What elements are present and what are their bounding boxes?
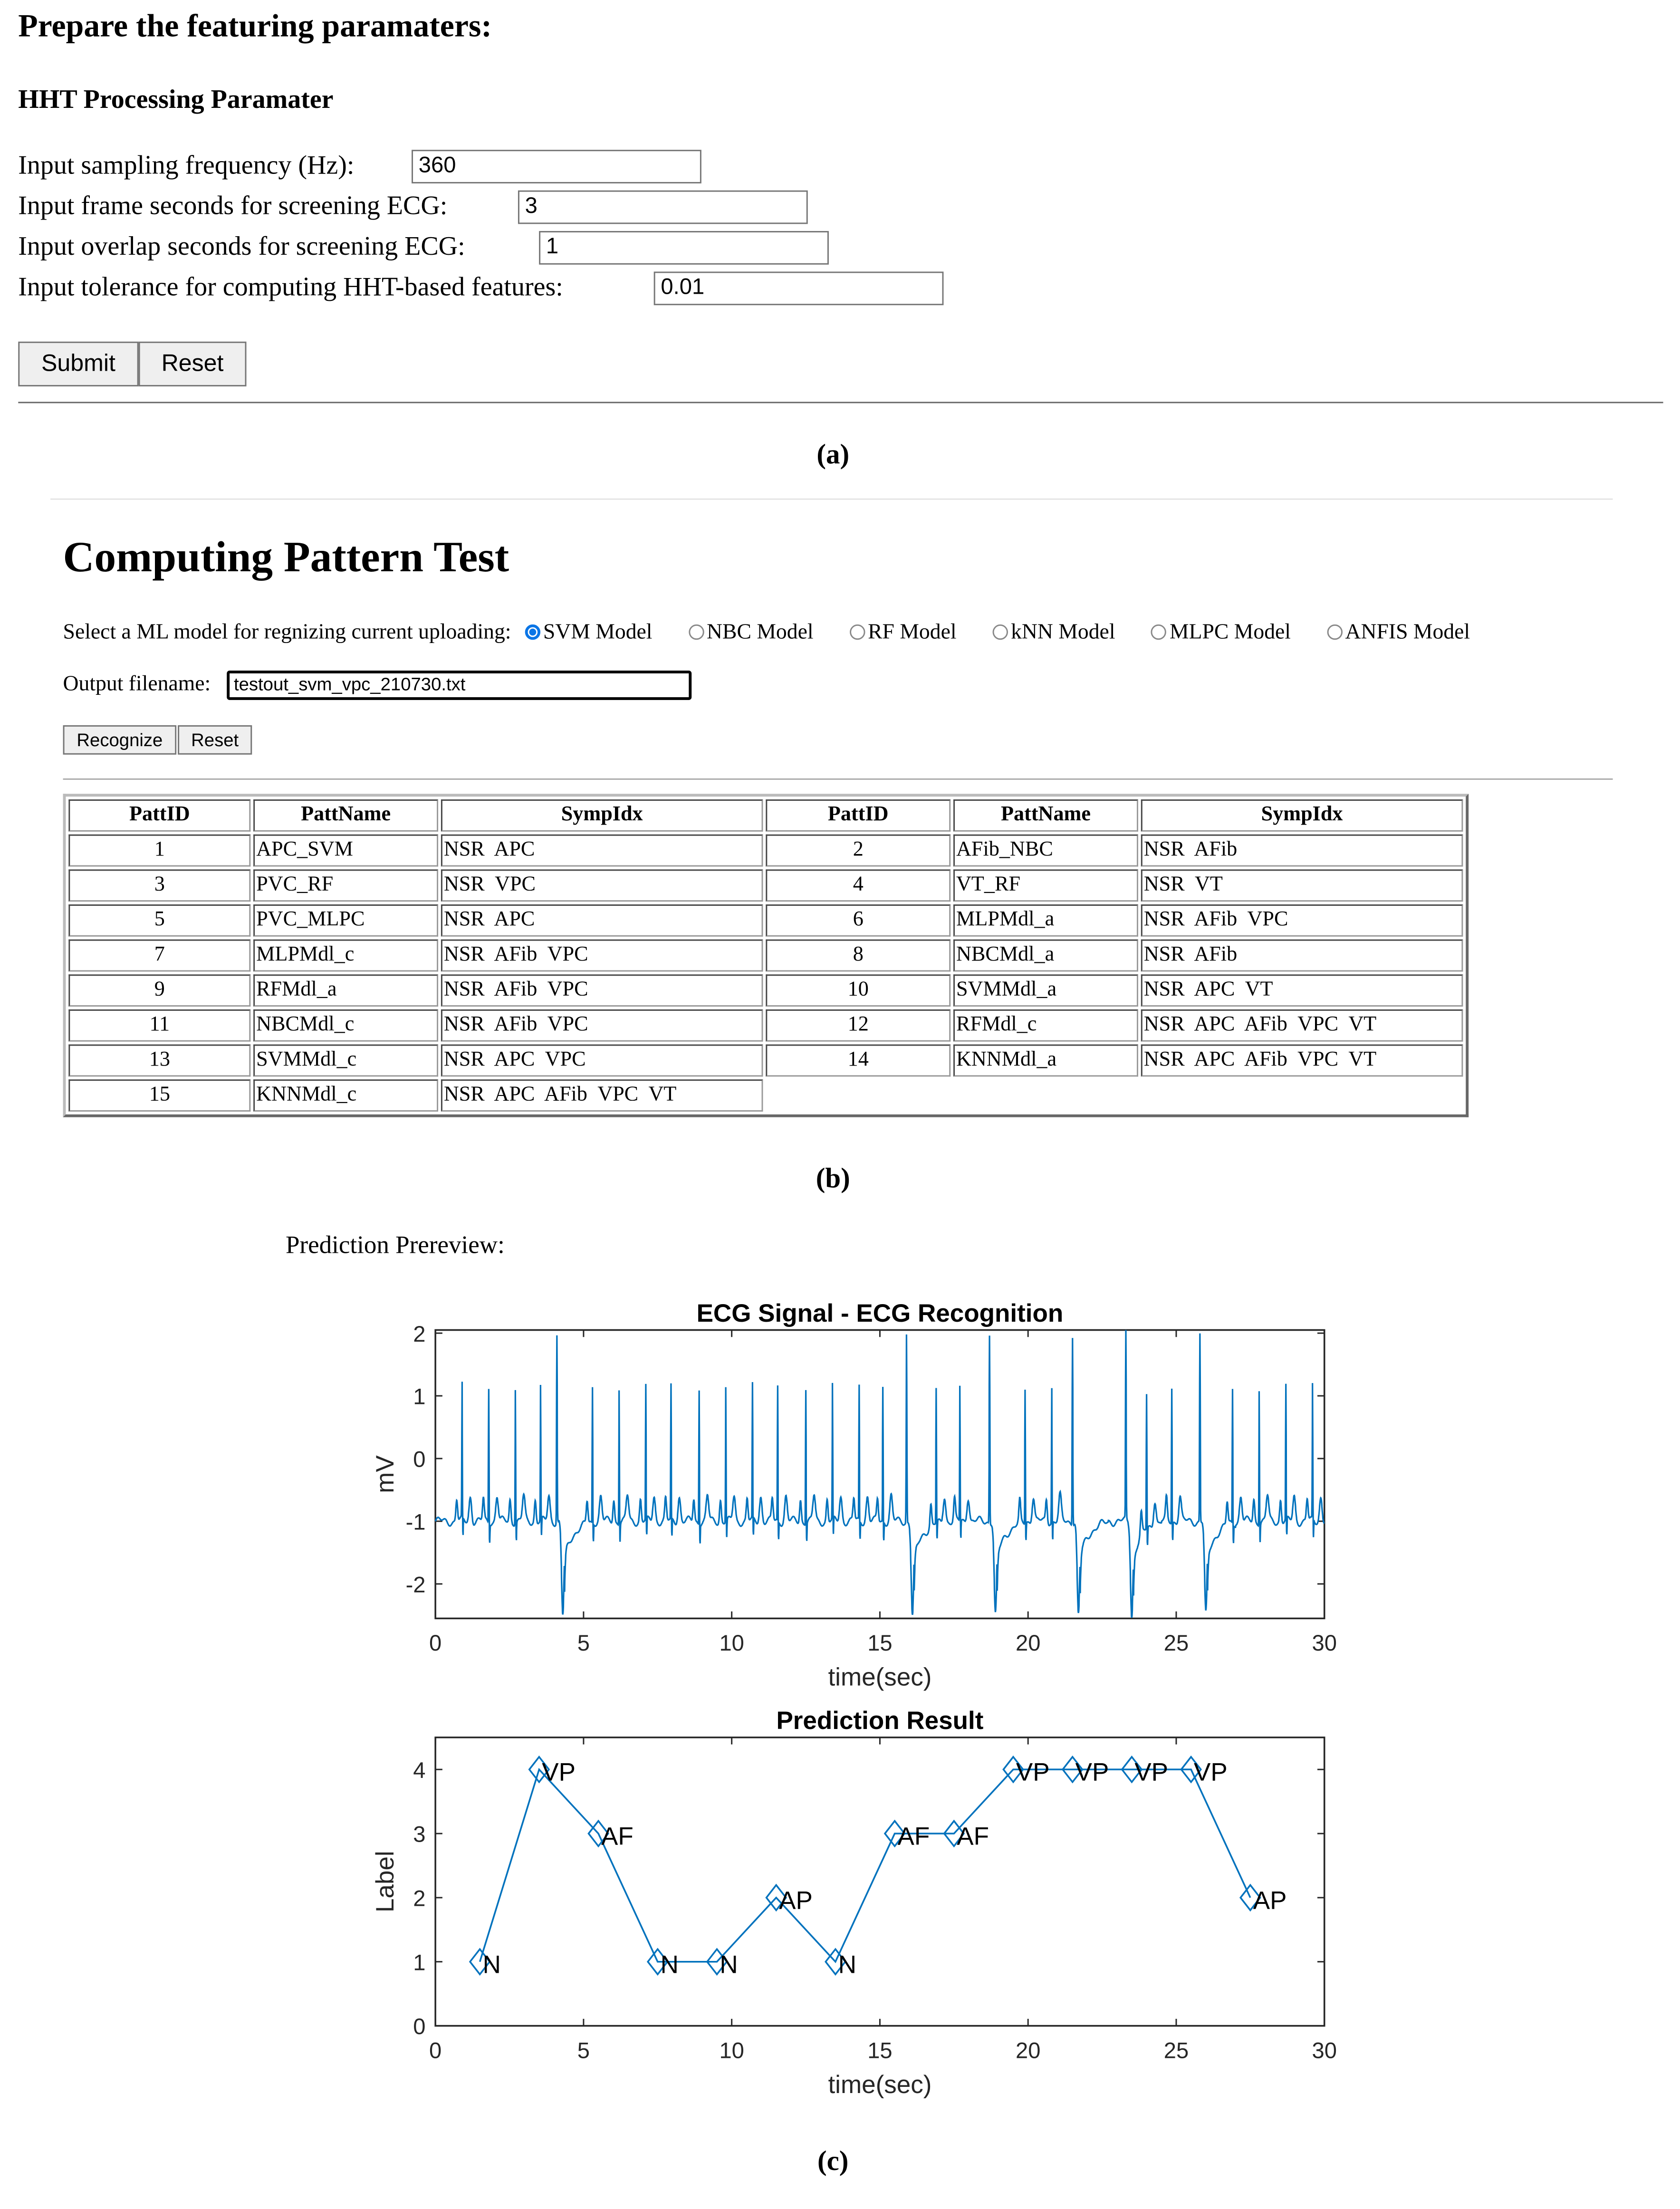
- x-tick-label: 10: [719, 2037, 744, 2063]
- y-tick-label: 3: [413, 1821, 426, 1847]
- overlap-seconds-label: Input overlap seconds for screening ECG:: [18, 232, 465, 262]
- cell-pattid: 12: [766, 1009, 950, 1042]
- data-label: VP: [542, 1758, 576, 1786]
- y-tick-label: 1: [413, 1383, 426, 1409]
- data-label: AF: [957, 1822, 989, 1851]
- cell-pattname: RFMdl_a: [253, 974, 438, 1007]
- data-label: N: [660, 1950, 679, 1979]
- cell-pattname: NBCMdl_c: [253, 1009, 438, 1042]
- cell-pattid: 4: [766, 869, 950, 902]
- sampling-frequency-input[interactable]: 360: [412, 150, 701, 183]
- cell-pattid: 1: [68, 835, 250, 867]
- output-filename-label: Output filename:: [63, 672, 211, 696]
- header-pattid: PattID: [766, 799, 950, 832]
- cell-pattname: APC_SVM: [253, 835, 438, 867]
- tolerance-label: Input tolerance for computing HHT-based features:: [18, 273, 563, 303]
- x-tick-label: 30: [1312, 1630, 1337, 1656]
- x-axis-label: time(sec): [828, 1663, 932, 1691]
- cell-pattid: 13: [68, 1045, 250, 1077]
- cell-sympidx: NSR APC AFib VPC VT: [1141, 1009, 1463, 1042]
- cell-pattname: RFMdl_c: [953, 1009, 1138, 1042]
- cell-pattid: 11: [68, 1009, 250, 1042]
- hht-subheading: HHT Processing Paramater: [18, 85, 334, 115]
- cell-sympidx: NSR AFib: [1141, 940, 1463, 972]
- chart-title: Prediction Result: [776, 1707, 984, 1735]
- output-filename-input[interactable]: testout_svm_vpc_210730.txt: [227, 671, 691, 700]
- cell-pattid: 15: [68, 1079, 250, 1112]
- cell-sympidx: NSR VT: [1141, 869, 1463, 902]
- data-label: VP: [1016, 1758, 1050, 1786]
- cell-pattname: VT_RF: [953, 869, 1138, 902]
- x-tick-label: 15: [867, 1630, 893, 1656]
- x-tick-label: 5: [577, 2037, 590, 2063]
- cell-pattid: 9: [68, 974, 250, 1007]
- section-heading: Prepare the featuring paramaters:: [18, 8, 492, 44]
- cell-sympidx: NSR AFib: [1141, 835, 1463, 867]
- x-tick-label: 0: [429, 1630, 442, 1656]
- cell-pattname: MLPMdl_c: [253, 940, 438, 972]
- data-label: N: [720, 1950, 738, 1979]
- data-label: VP: [1194, 1758, 1228, 1786]
- data-label: AP: [1253, 1886, 1287, 1915]
- model-prompt: Select a ML model for regnizing current uploading:: [63, 620, 511, 644]
- data-label: N: [482, 1950, 501, 1979]
- x-tick-label: 0: [429, 2037, 442, 2063]
- cell-sympidx: NSR APC AFib VPC VT: [441, 1079, 763, 1112]
- cell-sympidx: NSR AFib VPC: [441, 1009, 763, 1042]
- cell-pattname: NBCMdl_a: [953, 940, 1138, 972]
- y-tick-label: 1: [413, 1950, 426, 1975]
- caption-a: (a): [816, 439, 850, 471]
- x-tick-label: 30: [1312, 2037, 1337, 2063]
- header-pattname: PattName: [953, 799, 1138, 832]
- y-tick-label: 2: [413, 1321, 426, 1346]
- caption-c: (c): [817, 2146, 849, 2177]
- cell-sympidx: NSR APC VT: [1141, 974, 1463, 1007]
- data-label: AF: [601, 1822, 634, 1851]
- x-tick-label: 20: [1015, 2037, 1041, 2063]
- cell-sympidx: NSR APC AFib VPC VT: [1141, 1045, 1463, 1077]
- y-axis-label: mV: [371, 1455, 399, 1493]
- cell-pattid: 6: [766, 904, 950, 937]
- data-label: VP: [1075, 1758, 1109, 1786]
- tolerance-input[interactable]: 0.01: [654, 271, 944, 305]
- y-tick-label: 0: [413, 1446, 426, 1472]
- caption-b: (b): [816, 1163, 850, 1194]
- y-tick-label: -2: [405, 1572, 426, 1597]
- cell-pattid: 8: [766, 940, 950, 972]
- radio-label: NBC Model: [707, 620, 814, 644]
- cell-pattname: MLPMdl_a: [953, 904, 1138, 937]
- x-tick-label: 10: [719, 1630, 744, 1656]
- cell-pattid: 5: [68, 904, 250, 937]
- data-label: AP: [779, 1886, 813, 1915]
- cell-pattname: PVC_RF: [253, 869, 438, 902]
- page-title: Computing Pattern Test: [63, 532, 509, 581]
- plot-area: [435, 1330, 1325, 1619]
- frame-seconds-label: Input frame seconds for screening ECG:: [18, 192, 448, 221]
- radio-label: ANFIS Model: [1345, 620, 1470, 644]
- cell-pattid: 10: [766, 974, 950, 1007]
- cell-pattid: 3: [68, 869, 250, 902]
- y-tick-label: -1: [405, 1509, 426, 1535]
- reset-button[interactable]: Reset: [178, 725, 252, 755]
- radio-label: SVM Model: [543, 620, 653, 644]
- y-tick-label: 4: [413, 1757, 426, 1783]
- y-tick-label: 0: [413, 2014, 426, 2039]
- recognize-button[interactable]: Recognize: [63, 725, 177, 755]
- x-axis-label: time(sec): [828, 2070, 932, 2099]
- reset-button[interactable]: Reset: [139, 342, 247, 386]
- overlap-seconds-input[interactable]: 1: [539, 231, 829, 265]
- cell-sympidx: NSR AFib VPC: [441, 940, 763, 972]
- cell-sympidx: NSR APC: [441, 904, 763, 937]
- data-label: AF: [897, 1822, 930, 1851]
- cell-pattid: 7: [68, 940, 250, 972]
- radio-label: RF Model: [868, 620, 957, 644]
- x-tick-label: 25: [1163, 2037, 1189, 2063]
- radio-label: MLPC Model: [1170, 620, 1291, 644]
- prediction-preview-label: Prediction Prereview:: [285, 1230, 505, 1259]
- chart-title: ECG Signal - ECG Recognition: [696, 1299, 1064, 1327]
- x-tick-label: 25: [1163, 1630, 1189, 1656]
- header-pattname: PattName: [253, 799, 438, 832]
- cell-pattname: PVC_MLPC: [253, 904, 438, 937]
- x-tick-label: 15: [867, 2037, 893, 2063]
- x-tick-label: 20: [1015, 1630, 1041, 1656]
- radio-label: kNN Model: [1011, 620, 1115, 644]
- submit-button[interactable]: Submit: [18, 342, 138, 386]
- y-axis-label: Label: [371, 1851, 399, 1913]
- header-sympidx: SympIdx: [441, 799, 763, 832]
- header-sympidx: SympIdx: [1141, 799, 1463, 832]
- data-label: VP: [1134, 1758, 1169, 1786]
- cell-sympidx: NSR APC VPC: [441, 1045, 763, 1077]
- cell-pattname: KNNMdl_c: [253, 1079, 438, 1112]
- cell-sympidx: NSR APC: [441, 835, 763, 867]
- cell-pattname: KNNMdl_a: [953, 1045, 1138, 1077]
- x-tick-label: 5: [577, 1630, 590, 1656]
- frame-seconds-input[interactable]: 3: [518, 191, 808, 224]
- cell-pattname: AFib_NBC: [953, 835, 1138, 867]
- cell-sympidx: NSR AFib VPC: [441, 974, 763, 1007]
- data-label: N: [838, 1950, 857, 1979]
- header-pattid: PattID: [68, 799, 250, 832]
- cell-pattid: 2: [766, 835, 950, 867]
- y-tick-label: 2: [413, 1885, 426, 1911]
- cell-pattid: 14: [766, 1045, 950, 1077]
- cell-sympidx: NSR AFib VPC: [1141, 904, 1463, 937]
- sampling-frequency-label: Input sampling frequency (Hz):: [18, 151, 355, 181]
- cell-sympidx: NSR VPC: [441, 869, 763, 902]
- cell-pattname: SVMMdl_c: [253, 1045, 438, 1077]
- cell-pattname: SVMMdl_a: [953, 974, 1138, 1007]
